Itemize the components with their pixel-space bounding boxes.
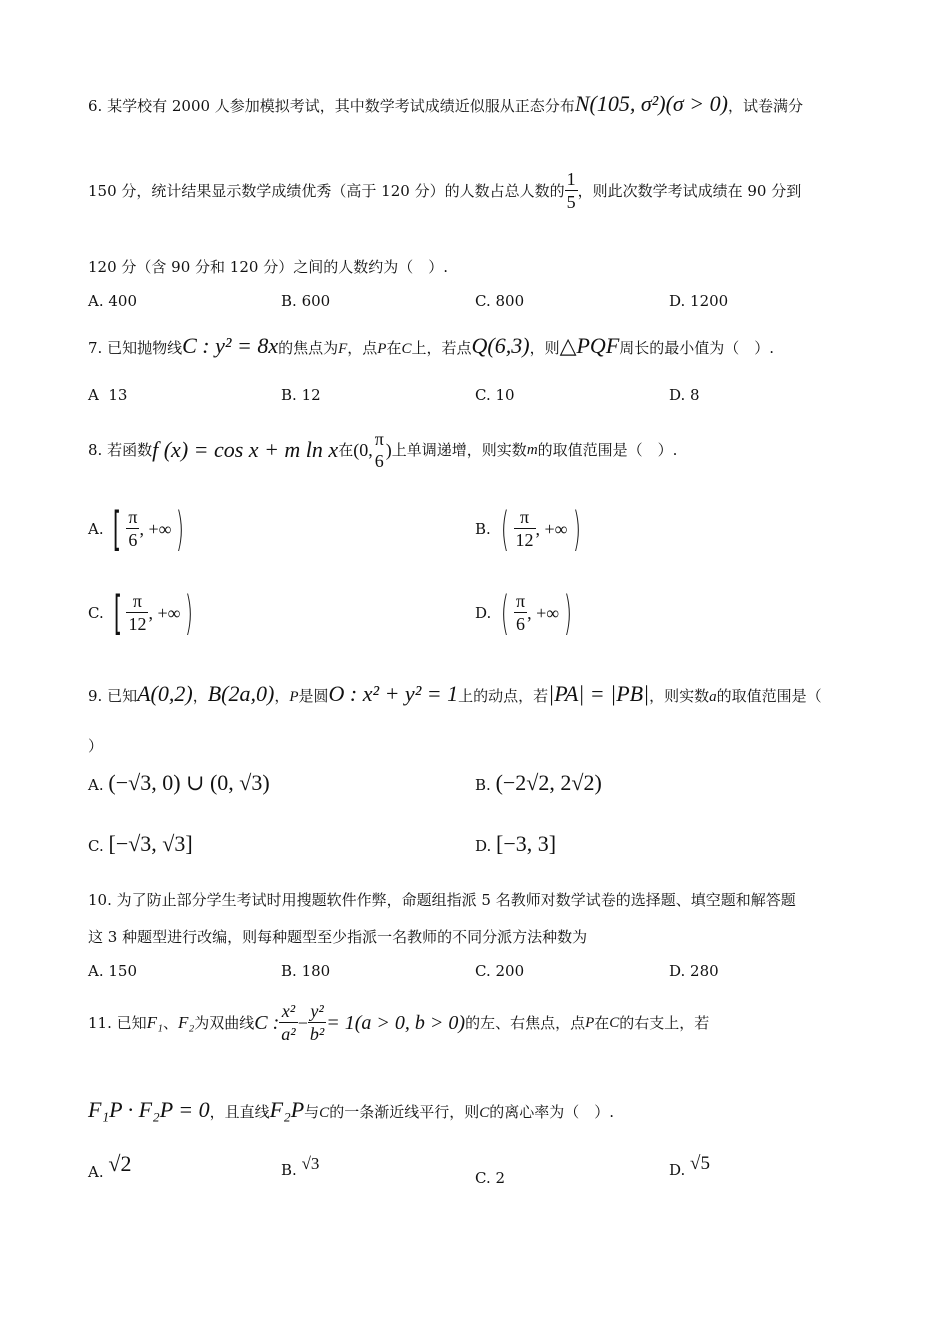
option-label: D.: [475, 603, 492, 622]
option-value: 180: [301, 962, 331, 980]
q11-line-2: [88, 1097, 614, 1123]
option-den: 6: [516, 614, 526, 634]
q11-text-a: 已知: [116, 1013, 147, 1032]
q11-frac-x-num: x²: [279, 1000, 297, 1023]
q9-text-e: 的取值范围是（: [716, 687, 822, 705]
q9-text-a: 已知: [107, 687, 138, 705]
q11-frac-x-den: a²: [281, 1024, 296, 1044]
q11-text-i: 的离心率为（ ）.: [489, 1103, 614, 1121]
option-value: [−√3, √3]: [108, 831, 193, 856]
option-label: A.: [88, 962, 104, 980]
q7-point-q: Q(6,3): [471, 333, 530, 358]
q11-var-c2: C: [319, 1105, 330, 1121]
option-label: C.: [475, 1169, 491, 1187]
q7-parabola: C : y² = 8x: [182, 333, 279, 358]
option-label: A.: [88, 776, 104, 794]
q6-normal-dist: N(105, σ²)(σ > 0): [574, 91, 728, 116]
q7-text-c: ，点: [347, 339, 378, 357]
option-rest: , +∞: [139, 518, 172, 539]
option-num: π: [516, 591, 526, 611]
q7-number: 7.: [88, 339, 103, 357]
q7-triangle: △PQF: [559, 333, 620, 358]
q11-line-1: [88, 1000, 709, 1045]
q11-var-p: P: [585, 1014, 595, 1031]
q9-point-b: B(2a,0): [207, 681, 275, 706]
option-label: C.: [475, 292, 491, 310]
q7-text-a: 已知抛物线: [107, 339, 183, 357]
q8-option-a: [88, 501, 189, 556]
option-den: 6: [128, 530, 138, 550]
option-label: B.: [281, 1161, 297, 1179]
q11-option-d: [669, 1153, 710, 1180]
option-label: C.: [475, 386, 491, 404]
q11-dot-product: F₁P · F₂P = 0: [88, 1097, 210, 1122]
option-fraction: [514, 590, 527, 635]
q11-var-c: C: [609, 1014, 620, 1031]
q11-text-d: 在: [594, 1013, 610, 1032]
q10-text-a: 为了防止部分学生考试时用搜题软件作弊，命题组指派 5 名教师对数学试卷的选择题、填空题和解答题: [116, 891, 796, 909]
option-value: 12: [301, 386, 321, 404]
q11-var-c3: C: [479, 1105, 490, 1121]
q7-text-g: 周长的最小值为（ ）.: [619, 339, 775, 357]
q11-frac-y-num: y²: [308, 1000, 326, 1023]
option-value: 800: [495, 292, 525, 310]
q8-interval-num: π: [374, 429, 384, 449]
q6-option-a: [88, 291, 137, 311]
option-num: π: [126, 590, 148, 613]
q6-text-a: 某学校有 2000 人参加模拟考试，其中数学考试成绩近似服从正态分布: [107, 97, 575, 115]
q6-frac-den: 5: [566, 192, 576, 212]
option-value: 200: [495, 962, 525, 980]
q11-text-f: ，且直线: [209, 1103, 270, 1121]
q11-option-b: [281, 1154, 320, 1180]
q8-text-c: 上单调递增，则实数: [391, 441, 527, 459]
option-close-bracket: ): [185, 585, 194, 640]
q7-option-b: [281, 385, 321, 405]
option-label: A.: [88, 519, 104, 538]
q11-frac-y: [308, 1000, 326, 1045]
q8-option-c: [88, 585, 198, 640]
option-close-bracket: ): [176, 501, 185, 556]
option-rest: , +∞: [148, 602, 181, 623]
q9-line-1: [88, 681, 822, 707]
q11-var-f1: F₁: [146, 1012, 163, 1032]
q8-interval-den: 6: [374, 451, 384, 471]
option-label: A: [88, 386, 99, 404]
q9-circle: O : x² + y² = 1: [328, 681, 459, 706]
option-value: 8: [690, 386, 700, 404]
q6-option-b: [281, 291, 330, 311]
option-label: D.: [475, 837, 492, 855]
q6-text-d: ，则此次数学考试成绩在 90 分到: [577, 181, 802, 200]
q7-line-1: [88, 333, 775, 359]
q10-option-c: [475, 961, 524, 981]
q9-var-a: a: [709, 689, 717, 705]
option-value: (−√3, 0) ∪ (0, √3): [108, 770, 270, 795]
q11-math-rest: = 1(a > 0, b > 0): [326, 1011, 466, 1034]
q10-option-d: [669, 961, 719, 981]
q7-text-d: 在: [386, 339, 402, 357]
option-label: B.: [281, 962, 297, 980]
option-open-bracket: [: [113, 585, 122, 640]
option-rest: , +∞: [535, 518, 568, 539]
q10-number: 10.: [88, 891, 112, 909]
q6-text-c: 150 分，统计结果显示数学成绩优秀（高于 120 分）的人数占总人数的: [88, 181, 565, 200]
q6-text-b: ，试卷满分: [727, 97, 803, 115]
q8-interval-left: (0,: [353, 440, 373, 460]
option-fraction: [126, 506, 139, 551]
q9-var-p: P: [289, 689, 299, 705]
option-open-bracket: [: [113, 501, 122, 556]
option-label: A.: [88, 1163, 104, 1181]
q9-line-2: ）: [88, 737, 104, 755]
option-label: B.: [281, 386, 297, 404]
option-close-bracket: ): [564, 585, 573, 640]
option-den: 12: [128, 614, 147, 634]
option-value: 400: [108, 292, 138, 310]
option-value: 10: [495, 386, 515, 404]
q8-line-1: [88, 428, 677, 472]
q11-line-f2p: F₂P: [269, 1097, 305, 1122]
q11-math-c: C :: [254, 1011, 280, 1034]
option-rest: , +∞: [527, 602, 560, 623]
option-close-bracket: ): [572, 501, 581, 556]
q9-option-d: [475, 831, 557, 856]
option-num: π: [514, 506, 536, 529]
option-label: C.: [475, 962, 491, 980]
q11-text-c: 的左、右焦点，点: [465, 1013, 586, 1032]
q10-option-a: [88, 961, 137, 981]
option-fraction: [126, 590, 148, 635]
q7-option-a: [88, 385, 127, 405]
option-label: B.: [281, 292, 297, 310]
option-num: π: [128, 507, 138, 527]
q6-number: 6.: [88, 97, 103, 115]
option-label: C.: [88, 837, 104, 855]
q7-var-c: C: [401, 341, 412, 357]
q9-text-d: ，则实数: [649, 687, 710, 705]
q8-text-b: 在: [338, 441, 354, 459]
q11-text-g: 与: [304, 1103, 320, 1121]
q7-var-f: F: [338, 341, 348, 357]
q7-option-d: [669, 385, 700, 405]
q8-number: 8.: [88, 441, 103, 459]
option-label: D.: [669, 386, 686, 404]
q11-sep-1: 、: [162, 1013, 178, 1032]
q11-option-a: [88, 1151, 132, 1182]
option-fraction: [514, 506, 536, 551]
q11-text-b: 为双曲线: [194, 1013, 255, 1032]
option-value: 600: [301, 292, 331, 310]
option-label: D.: [669, 962, 686, 980]
q7-var-p: P: [377, 341, 387, 357]
option-value: 2: [495, 1169, 506, 1187]
q7-text-b: 的焦点为: [278, 339, 339, 357]
option-den: 12: [515, 530, 534, 550]
option-value: 13: [108, 386, 128, 404]
option-label: D.: [669, 1161, 686, 1179]
q11-text-e: 的右支上，若: [619, 1013, 710, 1032]
q9-option-b: [475, 770, 602, 795]
q9-option-c: [88, 831, 193, 856]
q9-text-b: 是圆: [298, 687, 329, 705]
q11-var-f2: F₂: [177, 1012, 195, 1032]
q9-point-a: A(0,2): [137, 681, 193, 706]
q8-text-d: 的取值范围是（ ）.: [537, 441, 678, 459]
q11-number: 11.: [88, 1013, 112, 1032]
q9-sep-2: ，: [274, 687, 290, 705]
q11-frac-x: [279, 1000, 297, 1045]
q9-sep-1: ，: [192, 687, 208, 705]
q6-option-d: [669, 291, 728, 311]
q8-interval-right: ): [385, 440, 392, 460]
q8-function: f (x) = cos x + m ln x: [152, 437, 339, 462]
q8-text-a: 若函数: [107, 441, 153, 459]
q9-abs-eq: |PA| = |PB|: [548, 681, 650, 706]
option-value: √5: [690, 1153, 710, 1174]
q9-option-a: [88, 770, 270, 795]
option-label: B.: [475, 519, 491, 538]
option-value: [−3, 3]: [496, 831, 557, 856]
q6-line-3: 120 分（含 90 分和 120 分）之间的人数约为（ ）.: [88, 258, 448, 276]
option-label: D.: [669, 292, 686, 310]
q6-frac-num: 1: [566, 169, 576, 189]
option-value: (−2√2, 2√2): [495, 770, 602, 795]
option-label: A.: [88, 292, 104, 310]
q9-text-c: 上的动点，若: [458, 687, 549, 705]
option-open-bracket: (: [500, 585, 510, 640]
option-label: B.: [475, 776, 491, 794]
option-open-bracket: (: [500, 501, 509, 556]
option-value: 150: [108, 962, 138, 980]
q6-line-2: [88, 168, 801, 213]
q8-option-d: [475, 585, 577, 640]
q7-option-c: [475, 385, 515, 405]
option-value: 1200: [690, 292, 729, 310]
q10-line-2: 这 3 种题型进行改编，则每种题型至少指派一名教师的不同分派方法种数为: [88, 928, 588, 946]
q10-option-b: [281, 961, 330, 981]
q10-line-1: [88, 890, 796, 910]
option-value: √2: [108, 1151, 132, 1176]
option-label: C.: [88, 603, 104, 622]
q11-minus: −: [297, 1012, 308, 1033]
q6-option-c: [475, 291, 524, 311]
q7-text-e: 上，若点: [411, 339, 472, 357]
q6-line-1: [88, 91, 803, 116]
q9-number: 9.: [88, 687, 103, 705]
q11-frac-y-den: b²: [309, 1024, 325, 1044]
option-value: 280: [690, 962, 719, 980]
q11-text-h: 的一条渐近线平行，则: [329, 1103, 480, 1121]
q6-fraction: [565, 168, 578, 213]
option-value: √3: [301, 1154, 320, 1173]
q8-var-m: m: [526, 442, 538, 458]
q8-interval-fraction: [373, 428, 386, 472]
q7-text-f: ，则: [529, 339, 560, 357]
q11-option-c: [475, 1168, 505, 1188]
q8-option-b: [475, 501, 585, 556]
